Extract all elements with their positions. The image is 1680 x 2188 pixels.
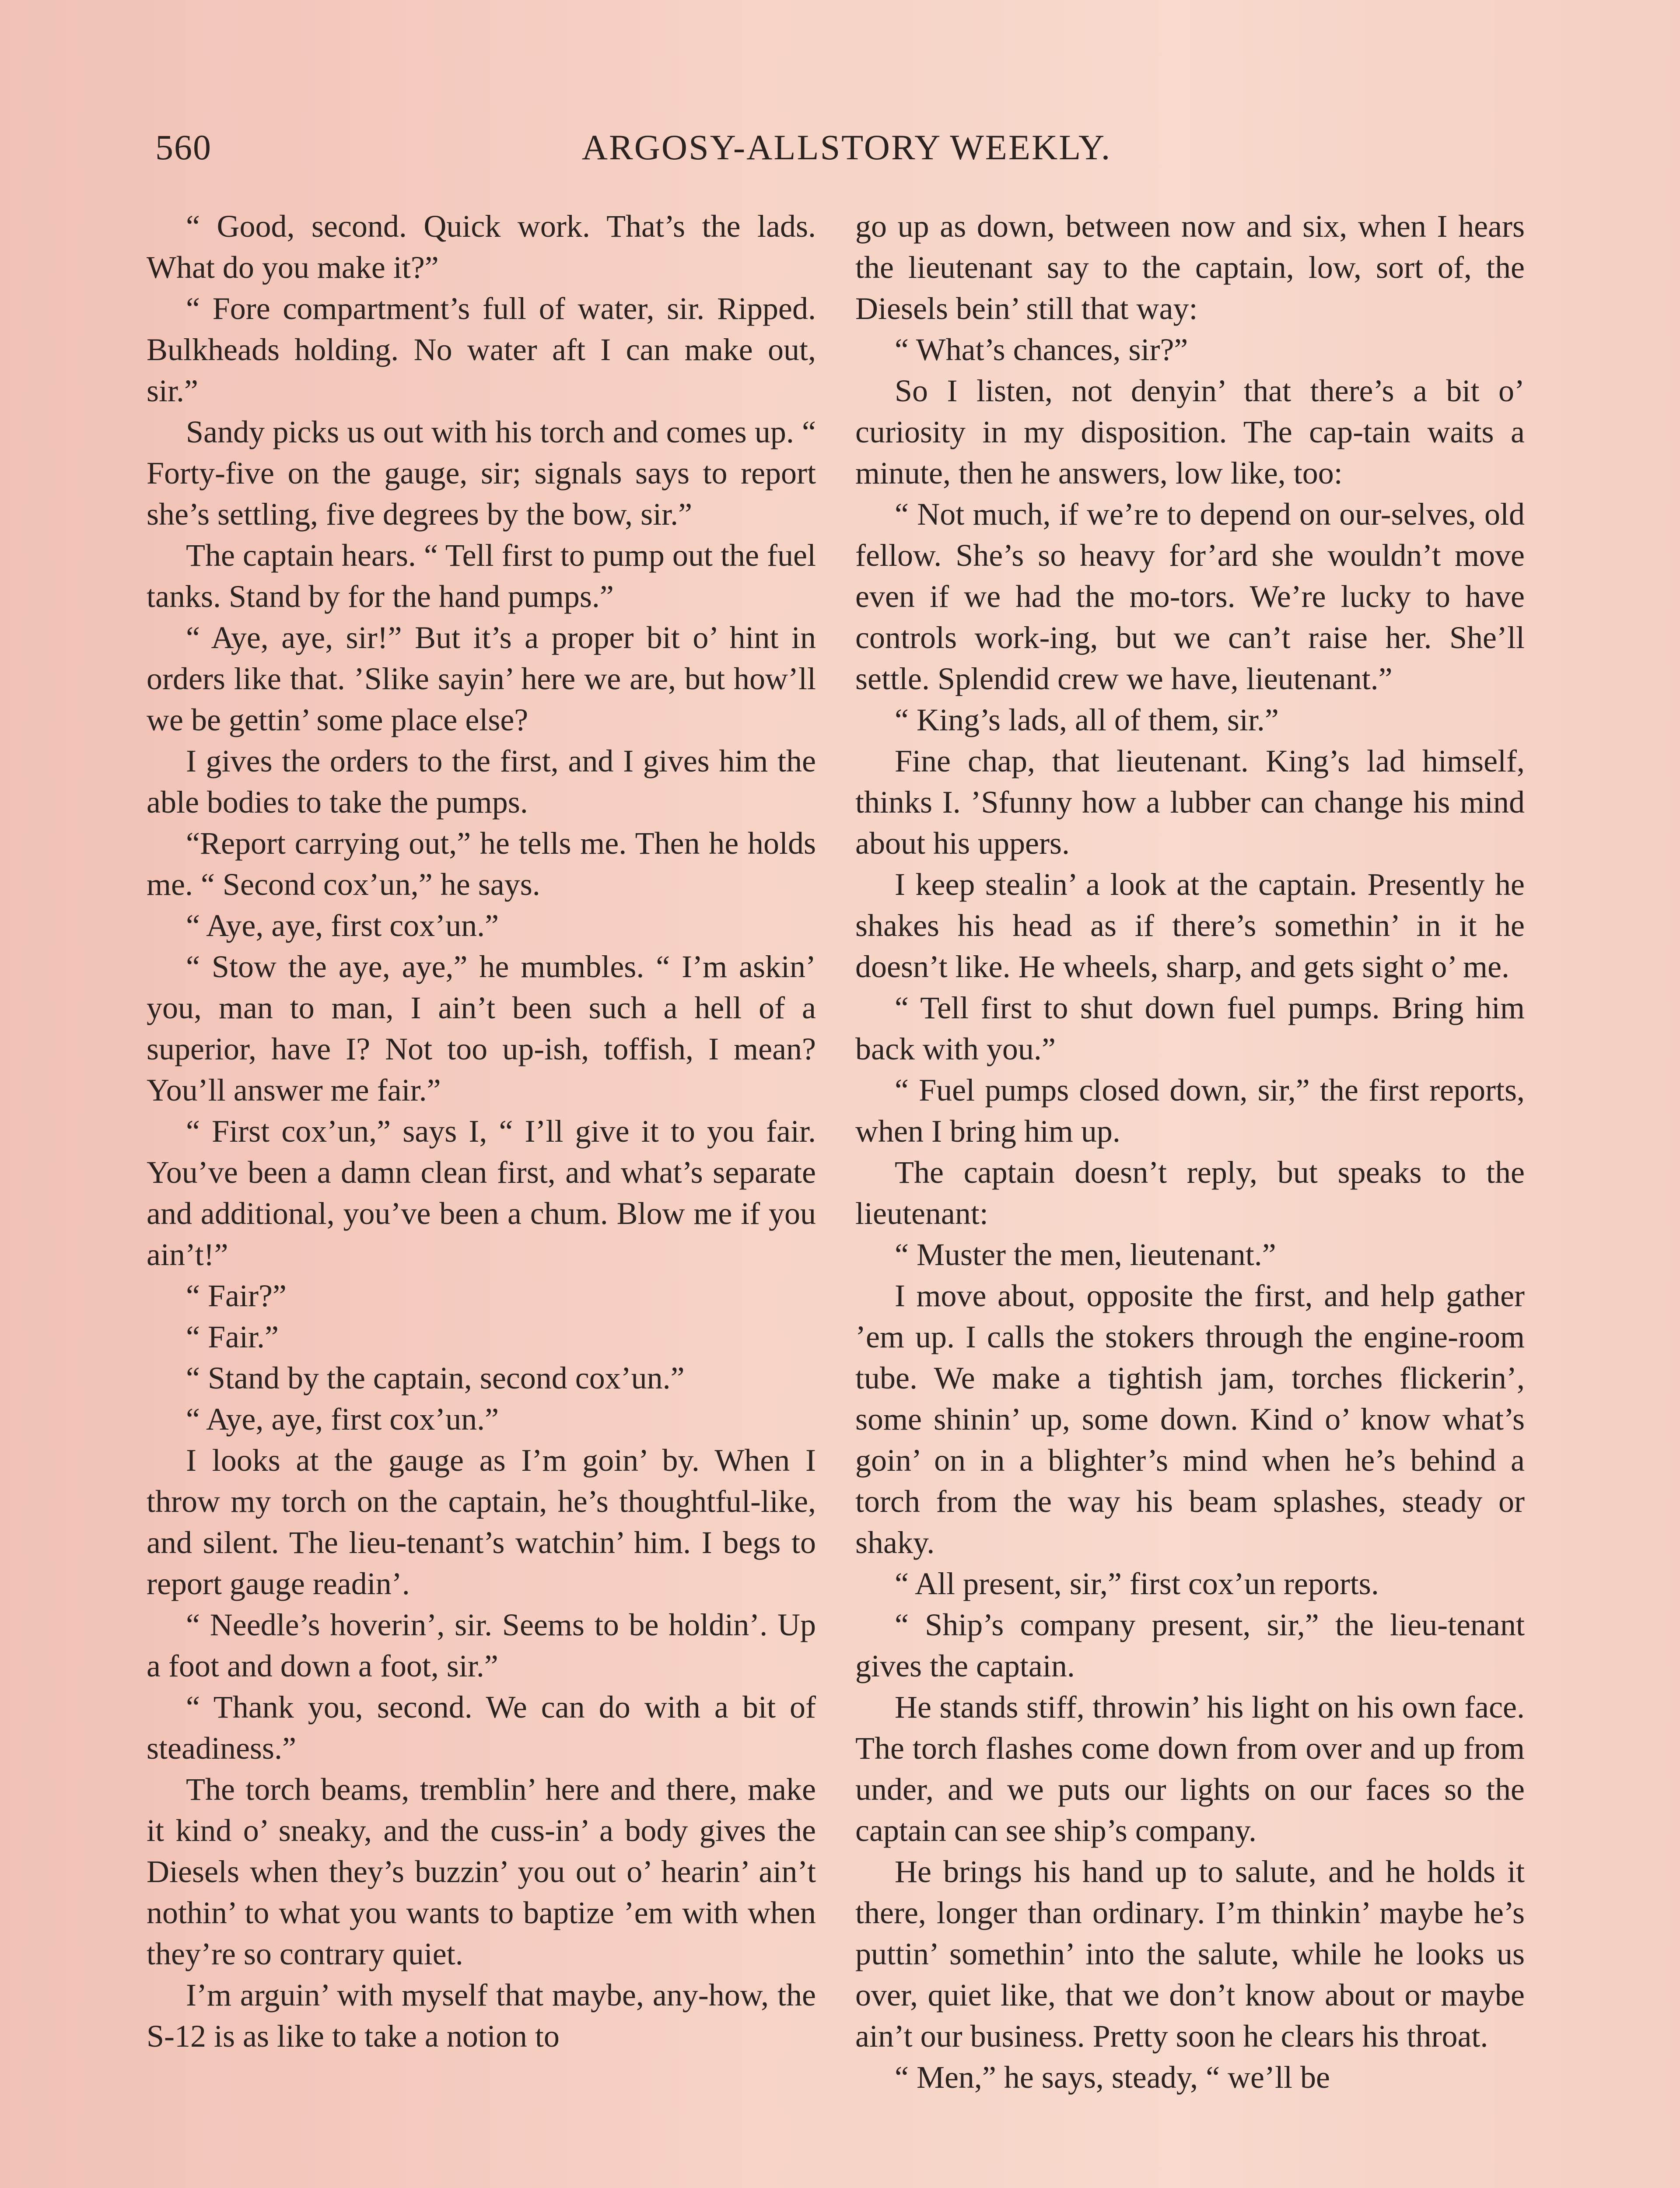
running-head: ARGOSY-ALLSTORY WEEKLY. xyxy=(581,127,1112,167)
paragraph: “ Aye, aye, sir!” But it’s a proper bit o’ hint in orders like that. ’Slike sayin’ here we are, but how’ll we be gettin’ some place else? xyxy=(147,620,816,737)
paragraph: Sandy picks us out with his torch and comes up. “ Forty-five on the gauge, sir; signals says to report she’s settling, five degrees by the bow, sir.” xyxy=(147,414,816,532)
paragraph: “ Aye, aye, first cox’un.” xyxy=(186,1402,499,1437)
paragraph: “ Muster the men, lieutenant.” xyxy=(895,1237,1276,1272)
paragraph: “ King’s lads, all of them, sir.” xyxy=(895,702,1279,737)
paragraph: “ Stow the aye, aye,” he mumbles. “ I’m askin’ you, man to man, I ain’t been such a hell of a superior, have I? Not too up-ish, toffish, I mean? You’ll answer me fair.” xyxy=(147,949,816,1108)
paragraph: “ Aye, aye, first cox’un.” xyxy=(186,908,499,943)
paragraph: The captain doesn’t reply, but speaks to the lieutenant: xyxy=(855,1155,1525,1231)
paragraph: “ Fuel pumps closed down, sir,” the first reports, when I bring him up. xyxy=(855,1073,1525,1149)
paragraph: I looks at the gauge as I’m goin’ by. When I throw my torch on the captain, he’s thoughtful-like, and silent. The lieu-tenant’s watchin’ him. I begs to report gauge readin’. xyxy=(147,1443,816,1601)
paragraph: “ Fair?” xyxy=(186,1278,287,1313)
paragraph: “ Men,” he says, steady, “ we’ll be xyxy=(895,2060,1330,2095)
right-column xyxy=(855,206,1525,2188)
paragraph: So I listen, not denyin’ that there’s a bit o’ curiosity in my disposition. The cap-tain waits a minute, then he answers, low like, too: xyxy=(855,373,1525,491)
paragraph: “ Ship’s company present, sir,” the lieu-tenant gives the captain. xyxy=(855,1607,1525,1683)
paragraph: He stands stiff, throwin’ his light on his own face. The torch flashes come down from over and up from under, and we puts our lights on our faces so the captain can see ship’s company. xyxy=(855,1690,1525,1848)
paragraph: “Report carrying out,” he tells me. Then he holds me. “ Second cox’un,” he says. xyxy=(147,826,816,902)
paragraph: I gives the orders to the first, and I gives him the able bodies to take the pumps. xyxy=(147,743,816,820)
paragraph: “ Needle’s hoverin’, sir. Seems to be holdin’. Up a foot and down a foot, sir.” xyxy=(147,1607,816,1683)
paragraph: “ Good, second. Quick work. That’s the lads. What do you make it?” xyxy=(147,209,816,285)
paragraph: The captain hears. “ Tell first to pump out the fuel tanks. Stand by for the hand pumps.” xyxy=(147,538,816,614)
paragraph: He brings his hand up to salute, and he holds it there, longer than ordinary. I’m thinkin’ maybe he’s puttin’ somethin’ into the salute, while he looks us over, quiet like, that we don’t know about or maybe ain’t our business. Pretty soon he clears his throat. xyxy=(855,1854,1525,2054)
paragraph: “ Thank you, second. We can do with a bit of steadiness.” xyxy=(147,1690,816,1766)
paragraph: “ First cox’un,” says I, “ I’ll give it to you fair. You’ve been a damn clean first, and what’s separate and additional, you’ve been a chum. Blow me if you ain’t!” xyxy=(147,1114,816,1272)
paragraph: I’m arguin’ with myself that maybe, any-how, the S-12 is as like to take a notion to xyxy=(147,1978,816,2054)
page-number: 560 xyxy=(155,127,212,167)
paragraph: “ Fair.” xyxy=(186,1319,279,1354)
paragraph: “ Tell first to shut down fuel pumps. Bring him back with you.” xyxy=(855,990,1525,1066)
page-header xyxy=(155,127,1538,179)
paragraph: “ Fore compartment’s full of water, sir. Ripped. Bulkheads holding. No water aft I can make out, sir.” xyxy=(147,291,816,408)
paragraph: “ All present, sir,” first cox’un reports. xyxy=(895,1566,1379,1601)
paragraph: I keep stealin’ a look at the captain. Presently he shakes his head as if there’s somethin’ in it he doesn’t like. He wheels, sharp, and gets sight o’ me. xyxy=(855,867,1525,984)
paragraph: “ What’s chances, sir?” xyxy=(895,332,1188,367)
paragraph: Fine chap, that lieutenant. King’s lad himself, thinks I. ’Sfunny how a lubber can change his mind about his uppers. xyxy=(855,743,1525,861)
paragraph: “ Stand by the captain, second cox’un.” xyxy=(186,1360,685,1396)
continued-paragraph: go up as down, between now and six, when I hears the lieutenant say to the captain, low, sort of, the Diesels bein’ still that way: xyxy=(855,209,1525,326)
paragraph: “ Not much, if we’re to depend on our-selves, old fellow. She’s so heavy for’ard she wouldn’t move even if we had the mo-tors. We’re lucky to have controls work-ing, but we can’t raise her. She’ll settle. Splendid crew we have, lieutenant.” xyxy=(855,497,1525,696)
paragraph: The torch beams, tremblin’ here and there, make it kind o’ sneaky, and the cuss-in’ a body gives the Diesels when they’s buzzin’ you out o’ hearin’ ain’t nothin’ to what you wants to baptize ’em with when they’re so contrary quiet. xyxy=(147,1772,816,1971)
paragraph: I move about, opposite the first, and help gather ’em up. I calls the stokers through the engine-room tube. We make a tightish jam, torches flickerin’, some shinin’ up, some down. Kind o’ know what’s goin’ on in a blighter’s mind when he’s behind a torch from the way his beam splashes, steady or shaky. xyxy=(855,1278,1525,1560)
left-column xyxy=(147,206,816,2188)
